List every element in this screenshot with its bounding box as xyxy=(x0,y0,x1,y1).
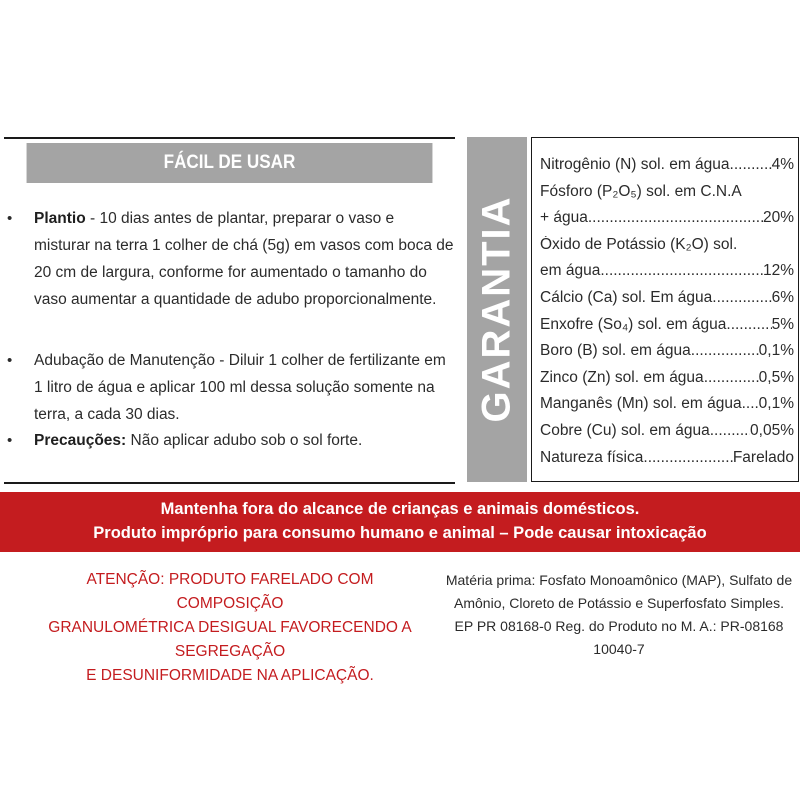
nutrient-value: 6% xyxy=(771,289,794,306)
nutrient-name: em água xyxy=(540,262,601,280)
nutrient-name: + água xyxy=(540,209,588,227)
section-title: FÁCIL DE USAR xyxy=(27,143,433,183)
dot-leader xyxy=(588,209,763,227)
nutrient-name: Enxofre (So₄) sol. em água xyxy=(540,315,727,333)
attention-line: E DESUNIFORMIDADE NA APLICAÇÃO. xyxy=(86,667,374,684)
dot-leader xyxy=(600,262,763,280)
nutrient-name: Cobre (Cu) sol. em água xyxy=(540,422,710,439)
nutrient-name: Óxido de Potássio (K₂O) sol. xyxy=(540,235,738,253)
nutrient-name: Boro (B) sol. em água xyxy=(540,342,691,360)
nutrient-name: Manganês (Mn) sol. em água xyxy=(540,395,742,413)
nutrient-value: 20% xyxy=(762,209,794,227)
guarantee-row xyxy=(540,156,794,174)
guarantee-table xyxy=(531,137,799,482)
dot-leader xyxy=(742,395,759,413)
nutrient-name: Natureza física xyxy=(540,448,644,466)
nutrient-value: Farelado xyxy=(732,448,794,466)
dot-leader xyxy=(712,289,771,307)
guarantee-row xyxy=(540,262,794,280)
attention-notice xyxy=(40,568,420,688)
nutrient-name: Fósforo (P₂O₅) sol. em C.N.A xyxy=(540,182,742,200)
guarantee-row xyxy=(540,449,794,467)
guarantee-row xyxy=(540,183,794,201)
guarantee-row xyxy=(540,395,794,413)
nutrient-value: 0,1% xyxy=(758,342,794,360)
nutrient-name: Cálcio (Ca) sol. Em água xyxy=(540,289,713,306)
usage-section xyxy=(4,137,455,484)
dot-leader xyxy=(643,449,732,467)
guarantee-row xyxy=(540,342,794,360)
item-text: Não aplicar adubo sob o sol forte. xyxy=(126,432,363,449)
raw-material-line: Matéria prima: Fosfato Monoamônico (MAP), Sulfato de xyxy=(445,572,793,588)
dot-leader xyxy=(704,369,759,387)
nutrient-value: 0,1% xyxy=(758,395,794,413)
dot-leader xyxy=(730,156,772,174)
nutrient-value: 0,05% xyxy=(750,422,794,439)
nutrient-value: 0,5% xyxy=(758,368,794,386)
guarantee-row xyxy=(540,289,794,307)
attention-line: GRANULOMÉTRICA DESIGUAL FAVORECENDO A SEGREGAÇÃO xyxy=(48,619,412,660)
raw-material-line: Amônio, Cloreto de Potássio e Superfosfato Simples. xyxy=(454,595,784,611)
warning-line: Mantenha fora do alcance de crianças e animais domésticos. xyxy=(160,500,640,518)
item-heading: Plantio xyxy=(34,210,86,227)
guarantee-row xyxy=(540,369,794,387)
raw-material-info xyxy=(440,569,798,661)
bullet-icon: • xyxy=(7,210,13,227)
warning-line: Produto impróprio para consumo humano e animal – Pode causar intoxicação xyxy=(93,524,707,542)
nutrient-name: Nitrogênio (N) sol. em água xyxy=(540,156,730,173)
nutrient-value: 12% xyxy=(762,262,794,280)
bullet-icon: • xyxy=(7,352,13,369)
nutrient-value: 4% xyxy=(771,156,794,173)
item-heading: Precauções: xyxy=(34,432,127,449)
guarantee-row xyxy=(540,316,794,334)
registration-line: EP PR 08168-0 Reg. do Produto no M. A.: PR-08168 10040-7 xyxy=(454,618,784,657)
attention-line: ATENÇÃO: PRODUTO FARELADO COM COMPOSIÇÃO xyxy=(86,571,374,612)
guarantee-row xyxy=(540,422,794,440)
guarantee-row xyxy=(540,236,794,254)
bullet-icon: • xyxy=(7,432,13,449)
dot-leader xyxy=(710,422,750,440)
nutrient-name: Zinco (Zn) sol. em água xyxy=(540,368,704,386)
item-text: - 10 dias antes de plantar, preparar o vaso e misturar na terra 1 colher de chá (5g) em vasos com boca de 20 cm de largura, conforme for aumentado o tamanho do vaso aumentar a quantidade de adubo proporcionalmente. xyxy=(34,210,454,308)
guarantee-band xyxy=(467,137,527,482)
item-text: Adubação de Manutenção - Diluir 1 colher de fertilizante em 1 litro de água e aplicar 100 ml dessa solução somente na terra, a cada 30 dias. xyxy=(34,352,446,423)
dot-leader xyxy=(691,342,759,360)
warning-banner xyxy=(0,492,800,552)
guarantee-band-label: GARANTIA xyxy=(474,195,519,423)
dot-leader xyxy=(726,316,771,334)
nutrient-value: 5% xyxy=(771,315,794,333)
guarantee-row xyxy=(540,209,794,227)
